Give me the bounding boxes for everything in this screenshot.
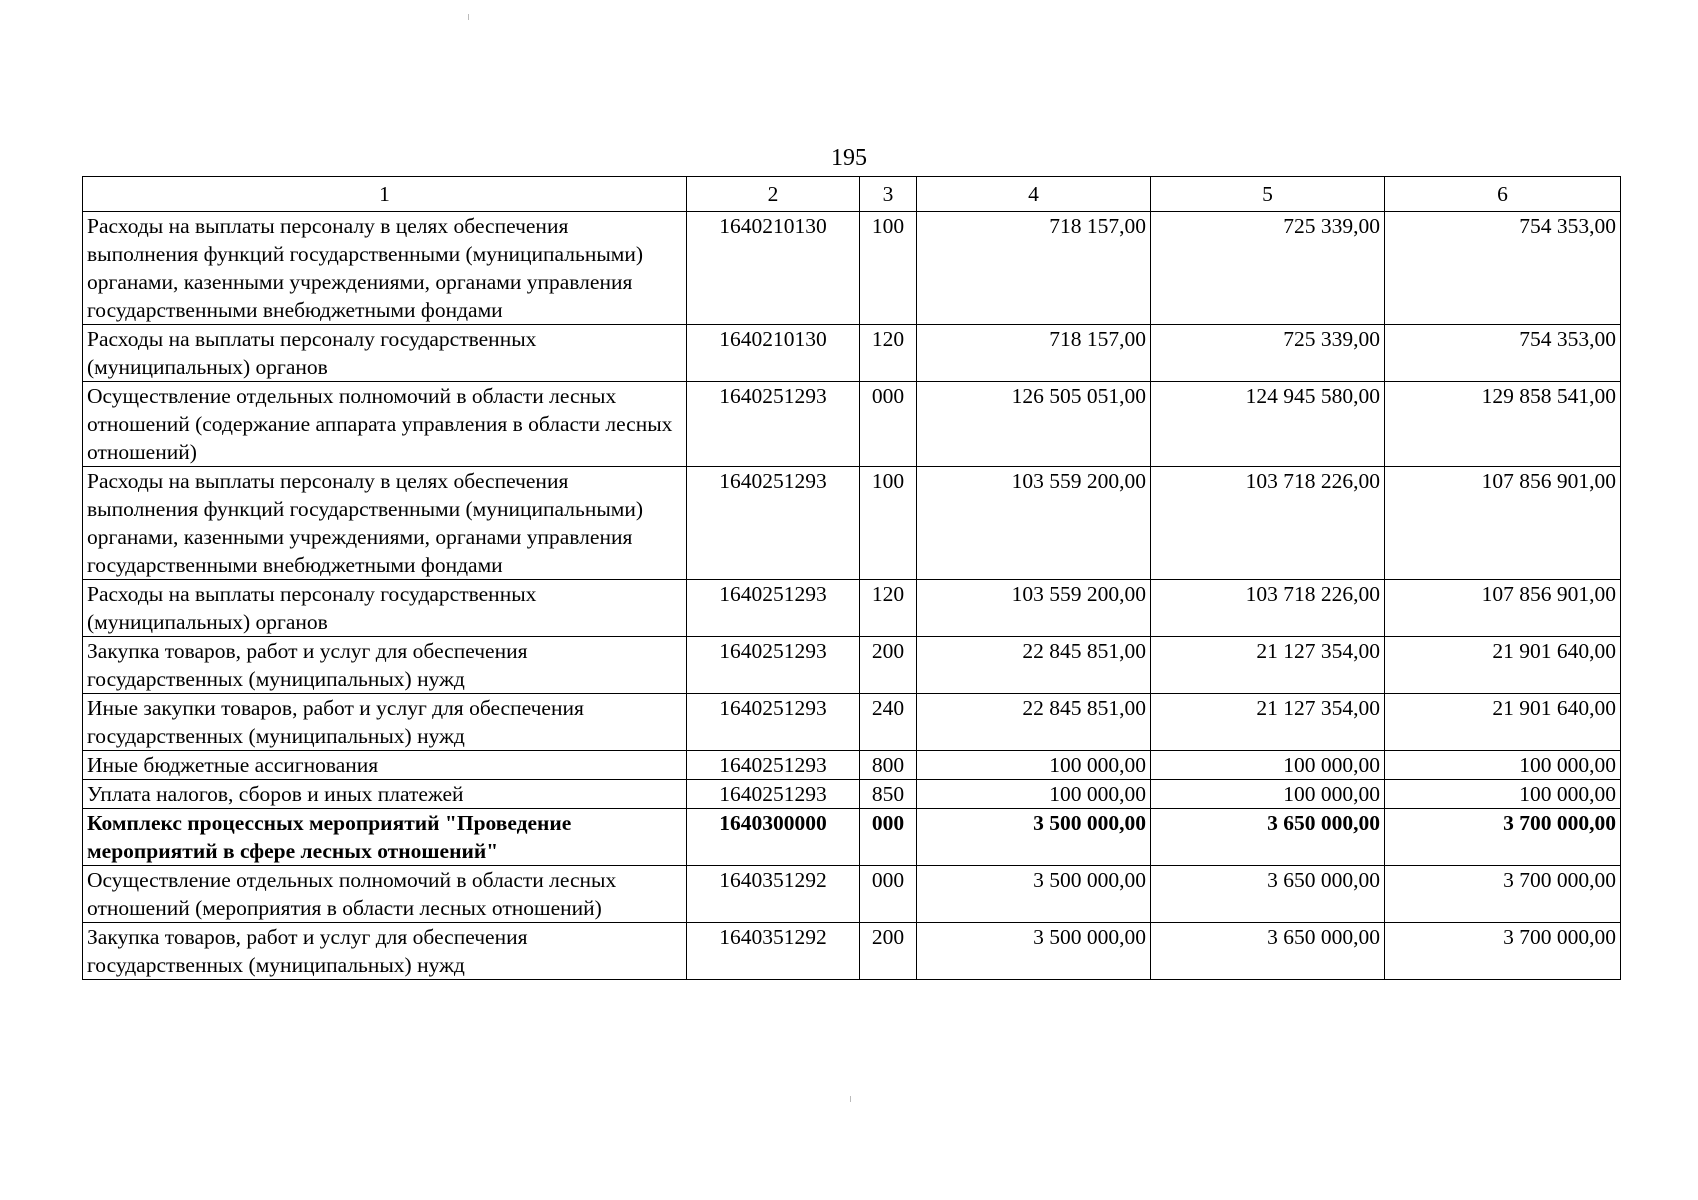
row-expense-type-cell: 850 [860, 780, 917, 809]
row-expense-type-cell: 200 [860, 923, 917, 980]
row-name-cell: Расходы на выплаты персоналу государственных (муниципальных) органов [83, 325, 687, 382]
row-name-cell: Осуществление отдельных полномочий в области лесных отношений (мероприятия в области лесных отношений) [83, 866, 687, 923]
row-expense-type-cell: 240 [860, 694, 917, 751]
row-expense-type-cell: 000 [860, 809, 917, 866]
row-name-cell: Расходы на выплаты персоналу в целях обеспечения выполнения функций государственными (муниципальными) органами, казенными учреждениями, органами управления государственными внебюджетными фондами [83, 212, 687, 325]
row-value-col6-cell: 100 000,00 [1385, 751, 1621, 780]
row-value-col4-cell: 126 505 051,00 [917, 382, 1151, 467]
row-name-cell: Иные закупки товаров, работ и услуг для обеспечения государственных (муниципальных) нужд [83, 694, 687, 751]
column-header: 6 [1385, 177, 1621, 212]
row-value-col6-cell: 100 000,00 [1385, 780, 1621, 809]
header-row [83, 177, 1621, 212]
row-value-col4-cell: 22 845 851,00 [917, 694, 1151, 751]
table-row [83, 866, 1621, 923]
row-value-col5-cell: 103 718 226,00 [1151, 580, 1385, 637]
row-value-col5-cell: 725 339,00 [1151, 212, 1385, 325]
row-code-cell: 1640210130 [687, 325, 860, 382]
page-number: 195 [831, 145, 867, 171]
column-header: 4 [917, 177, 1151, 212]
row-value-col5-cell: 725 339,00 [1151, 325, 1385, 382]
row-value-col4-cell: 718 157,00 [917, 325, 1151, 382]
row-value-col4-cell: 718 157,00 [917, 212, 1151, 325]
table-row [83, 780, 1621, 809]
row-value-col4-cell: 100 000,00 [917, 780, 1151, 809]
row-value-col6-cell: 754 353,00 [1385, 325, 1621, 382]
row-value-col5-cell: 124 945 580,00 [1151, 382, 1385, 467]
row-value-col6-cell: 107 856 901,00 [1385, 580, 1621, 637]
row-name-cell: Иные бюджетные ассигнования [83, 751, 687, 780]
row-value-col4-cell: 3 500 000,00 [917, 866, 1151, 923]
table-row [83, 694, 1621, 751]
column-header: 5 [1151, 177, 1385, 212]
row-value-col5-cell: 3 650 000,00 [1151, 923, 1385, 980]
row-code-cell: 1640210130 [687, 212, 860, 325]
row-value-col6-cell: 21 901 640,00 [1385, 694, 1621, 751]
row-value-col4-cell: 3 500 000,00 [917, 923, 1151, 980]
row-expense-type-cell: 000 [860, 382, 917, 467]
table-row [83, 325, 1621, 382]
row-code-cell: 1640351292 [687, 866, 860, 923]
table-row [83, 467, 1621, 580]
row-name-cell: Закупка товаров, работ и услуг для обеспечения государственных (муниципальных) нужд [83, 637, 687, 694]
row-value-col5-cell: 100 000,00 [1151, 780, 1385, 809]
row-value-col5-cell: 103 718 226,00 [1151, 467, 1385, 580]
row-value-col6-cell: 3 700 000,00 [1385, 923, 1621, 980]
row-value-col4-cell: 22 845 851,00 [917, 637, 1151, 694]
row-code-cell: 1640251293 [687, 382, 860, 467]
row-expense-type-cell: 000 [860, 866, 917, 923]
row-value-col6-cell: 129 858 541,00 [1385, 382, 1621, 467]
row-code-cell: 1640351292 [687, 923, 860, 980]
row-expense-type-cell: 800 [860, 751, 917, 780]
row-expense-type-cell: 120 [860, 325, 917, 382]
table-row [83, 923, 1621, 980]
row-value-col5-cell: 100 000,00 [1151, 751, 1385, 780]
row-name-cell: Закупка товаров, работ и услуг для обеспечения государственных (муниципальных) нужд [83, 923, 687, 980]
row-name-cell: Расходы на выплаты персоналу в целях обеспечения выполнения функций государственными (муниципальными) органами, казенными учреждениями, органами управления государственными внебюджетными фондами [83, 467, 687, 580]
row-name-cell: Комплекс процессных мероприятий "Проведение мероприятий в сфере лесных отношений" [83, 809, 687, 866]
row-name-cell: Осуществление отдельных полномочий в области лесных отношений (содержание аппарата управления в области лесных отношений) [83, 382, 687, 467]
row-expense-type-cell: 120 [860, 580, 917, 637]
column-header: 1 [83, 177, 687, 212]
row-code-cell: 1640251293 [687, 694, 860, 751]
row-code-cell: 1640251293 [687, 467, 860, 580]
table-row [83, 580, 1621, 637]
row-value-col5-cell: 21 127 354,00 [1151, 694, 1385, 751]
row-expense-type-cell: 200 [860, 637, 917, 694]
column-header: 2 [687, 177, 860, 212]
row-name-cell: Уплата налогов, сборов и иных платежей [83, 780, 687, 809]
row-expense-type-cell: 100 [860, 212, 917, 325]
scan-mark [850, 1096, 851, 1102]
table-row [83, 382, 1621, 467]
row-code-cell: 1640251293 [687, 580, 860, 637]
row-value-col5-cell: 3 650 000,00 [1151, 809, 1385, 866]
table-row [83, 751, 1621, 780]
row-value-col6-cell: 21 901 640,00 [1385, 637, 1621, 694]
row-value-col5-cell: 3 650 000,00 [1151, 866, 1385, 923]
row-code-cell: 1640300000 [687, 809, 860, 866]
row-value-col4-cell: 103 559 200,00 [917, 467, 1151, 580]
row-code-cell: 1640251293 [687, 751, 860, 780]
row-value-col6-cell: 3 700 000,00 [1385, 866, 1621, 923]
table-row [83, 637, 1621, 694]
column-header: 3 [860, 177, 917, 212]
table-row [83, 212, 1621, 325]
table-body [83, 212, 1621, 980]
table-header [83, 177, 1621, 212]
row-value-col6-cell: 107 856 901,00 [1385, 467, 1621, 580]
row-value-col4-cell: 3 500 000,00 [917, 809, 1151, 866]
budget-table [82, 176, 1621, 980]
row-value-col4-cell: 100 000,00 [917, 751, 1151, 780]
row-code-cell: 1640251293 [687, 780, 860, 809]
table-row [83, 809, 1621, 866]
scan-mark [468, 14, 469, 20]
row-code-cell: 1640251293 [687, 637, 860, 694]
row-name-cell: Расходы на выплаты персоналу государственных (муниципальных) органов [83, 580, 687, 637]
row-value-col4-cell: 103 559 200,00 [917, 580, 1151, 637]
row-value-col6-cell: 754 353,00 [1385, 212, 1621, 325]
row-value-col6-cell: 3 700 000,00 [1385, 809, 1621, 866]
row-value-col5-cell: 21 127 354,00 [1151, 637, 1385, 694]
row-expense-type-cell: 100 [860, 467, 917, 580]
